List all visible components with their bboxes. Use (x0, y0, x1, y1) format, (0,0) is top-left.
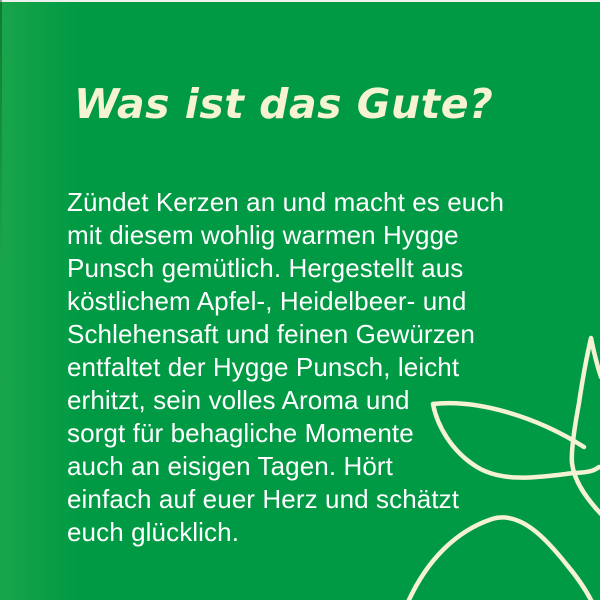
body-paragraph (67, 186, 537, 549)
body-line: sorgt für behagliche Momente (67, 418, 414, 448)
body-line: auch an eisigen Tagen. Hört (67, 451, 393, 481)
body-line: Schlehensaft und feinen Gewürzen (67, 319, 475, 349)
left-edge-shade (0, 0, 2, 270)
body-line: mit diesem wohlig warmen Hygge (67, 220, 459, 250)
body-line: entfaltet der Hygge Punsch, leicht (67, 352, 460, 382)
body-line: einfach auf euer Herz und schätzt (67, 484, 460, 514)
page-title: Was ist das Gute? (74, 80, 494, 128)
top-edge-highlight (0, 0, 600, 2)
body-line: köstlichem Apfel-, Heidelbeer- und (67, 286, 467, 316)
body-line: euch glücklich. (67, 517, 240, 547)
body-line: Punsch gemütlich. Hergestellt aus (67, 253, 464, 283)
body-line: erhitzt, sein volles Aroma und (67, 385, 410, 415)
body-line: Zündet Kerzen an und macht es euch (67, 187, 505, 217)
